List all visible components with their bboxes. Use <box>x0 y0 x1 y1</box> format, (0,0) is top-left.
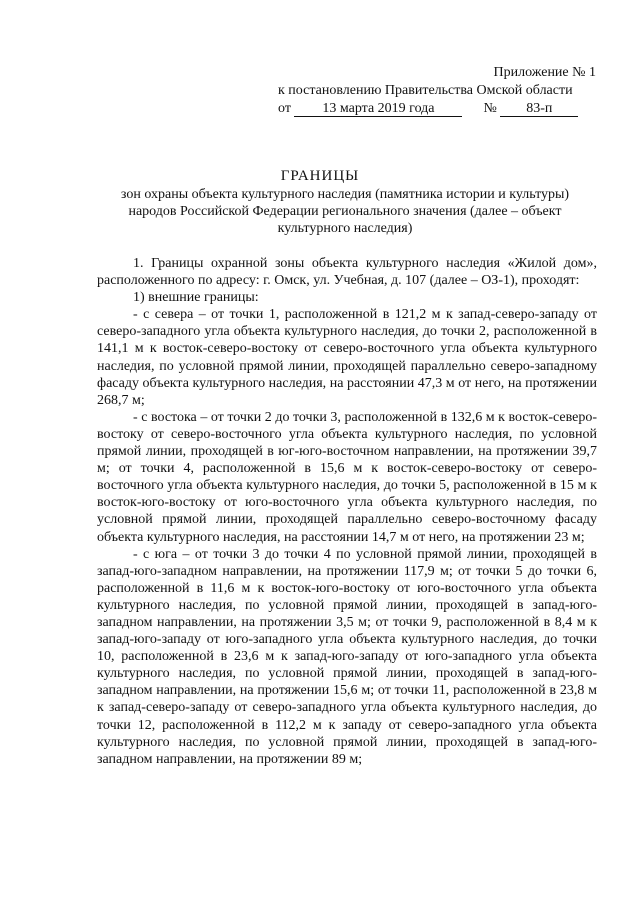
appendix-date-line <box>278 100 578 117</box>
date-prefix: от <box>278 101 291 116</box>
appendix-reference: к постановлению Правительства Омской области <box>278 83 573 98</box>
paragraph-north: - с севера – от точки 1, расположенной в 121,2 м к запад-северо-западу от северо-западного угла объекта культурного наследия, до точки 2, расположенной в 141,1 м к восток-северо-востоку от северо-восточного угла объекта культурного наследия, по условной прямой линии, проходящей параллельно северо-западному фасаду объекта культурного наследия, на расстоянии 47,3 м от него, на протяжении 268,7 м; <box>97 307 597 408</box>
document-title: ГРАНИЦЫ <box>280 168 360 184</box>
appendix-title: Приложение № 1 <box>493 65 596 80</box>
paragraph-south: - с юга – от точки 3 до точки 4 по условной прямой линии, проходящей в запад-юго-западном направлении, на протяжении 117,9 м; от точки 5 до точки 6, расположенной в 11,6 м к восток-юго-востоку от юго-восточного угла объекта культурного наследия, по условной прямой линии, проходящей в запад-юго-западном направлении, на протяжении 3,5 м; от точки 9, расположенной в 8,4 м к запад-юго-западу от юго-западного угла объекта культурного наследия, до точки 10, расположенной в 23,6 м к запад-юго-западу от юго-западного угла объекта культурного наследия, по условной прямой линии, проходящей в запад-юго-западном направлении, на протяжении 15,6 м; от точки 11, расположенной в 23,8 м к запад-северо-западу от северо-западного угла объекта культурного наследия, до точки 12, расположенной в 112,2 м к западу от северо-западного угла объекта культурного наследия, по условной прямой линии, проходящей в запад-юго-западном направлении, на протяжении 89 м; <box>97 546 597 767</box>
document-body <box>97 255 597 768</box>
paragraph-outer-borders: 1) внешние границы: <box>133 290 259 306</box>
paragraph-1: 1. Границы охранной зоны объекта культурного наследия «Жилой дом», расположенного по адресу: г. Омск, ул. Учебная, д. 107 (далее – ОЗ-1), проходят: <box>97 256 597 289</box>
number-value: 83-п <box>500 101 578 117</box>
document-subtitle: зон охраны объекта культурного наследия (памятника истории и культуры) народов Российской Федерации регионального значения (далее – объект культурного наследия) <box>120 187 570 236</box>
number-prefix: № <box>483 101 497 116</box>
paragraph-east: - с востока – от точки 2 до точки 3, расположенной в 132,6 м к восток-северо-востоку от северо-восточного угла объекта культурного наследия, по условной прямой линии, проходящей в юг-юго-восточном направлении, на протяжении 39,7 м; от точки 4, расположенной в 15,6 м к восток-северо-востоку от северо-восточного угла объекта культурного наследия, до точки 5, расположенной в 15 м к восток-юго-востоку от юго-восточного угла объекта культурного наследия, по условной прямой линии, проходящей параллельно северо-восточному фасаду объекта культурного наследия, на расстоянии 14,7 м от него, на протяжении 23 м; <box>97 409 597 545</box>
date-value: 13 марта 2019 года <box>294 101 462 117</box>
